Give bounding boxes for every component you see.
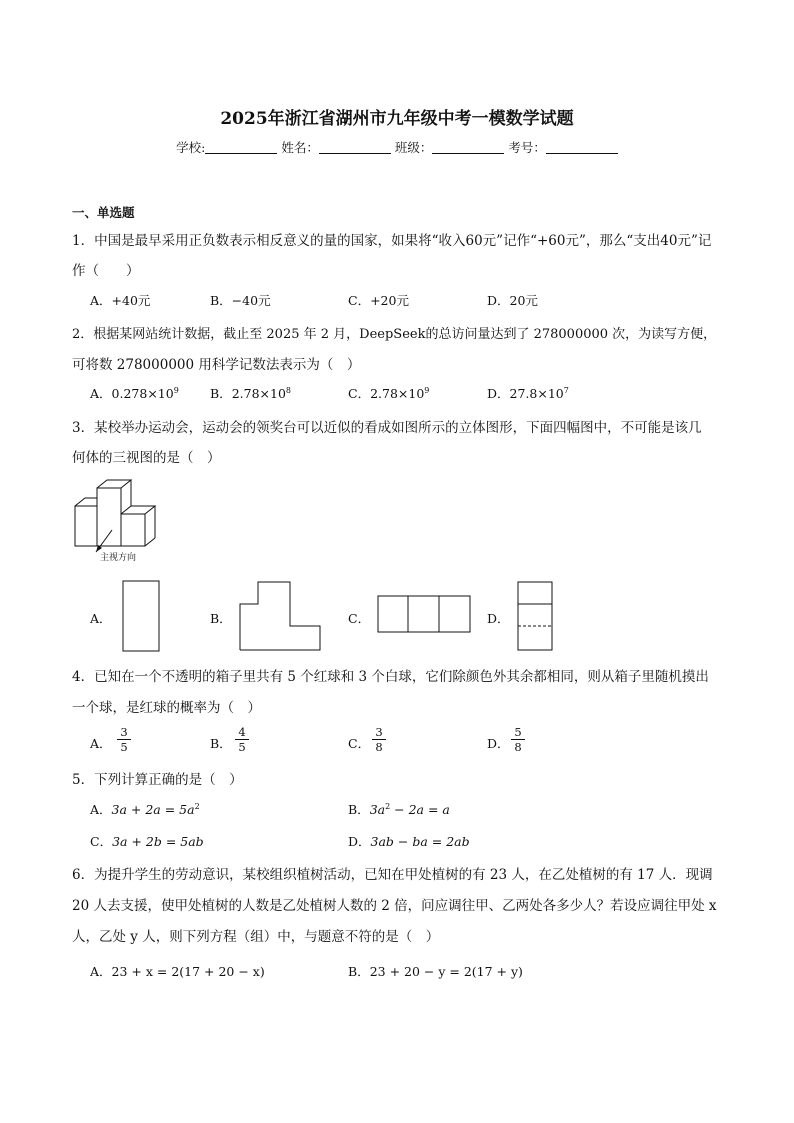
q4-option-a[interactable]: A． [90,736,112,751]
option-exponent: 7 [563,386,569,395]
option-exponent: 8 [285,386,291,395]
q3-option-d-figure [516,580,556,654]
numerator: 3 [117,725,131,740]
section-heading: 一、单选题 [72,205,135,220]
option-label: A． [90,964,112,979]
option-value: 0.278×10 [111,386,174,401]
q4-text-line1: 4．已知在一个不透明的箱子里共有 5 个红球和 3 个白球，它们除颜色外其余都相同，则从箱子里随机摸出 [72,669,709,685]
numerator: 3 [372,725,386,740]
option-expression: 23 + x = 2(17 + 20 − x) [111,964,265,979]
option-label: D． [487,386,510,401]
school-label: 学校: [176,140,206,155]
option-expression: 3a + 2b = 5ab [112,834,204,849]
name-label: 姓名： [281,140,319,155]
class-label: 班级： [394,140,433,155]
option-exponent: 2 [194,802,200,811]
q4-option-d-fraction [511,725,525,754]
option-expression-post: − 2a = a [390,802,450,817]
podium-3d-figure [72,478,172,568]
q3-text-line2: 何体的三视图的是（ ） [72,450,221,466]
page-title: 2025年浙江省湖州市九年级中考一模数学试题 [220,109,574,129]
q6-option-a[interactable] [90,962,265,980]
name-blank[interactable] [319,141,391,154]
number-label: 考号： [508,140,546,155]
option-label: B． [210,386,232,401]
q1-text-line1: 1．中国是最早采用正负数表示相反意义的量的国家，如果将“收入60元”记作“+60元”，那么“支出40元”记 [72,233,712,249]
denominator: 5 [238,740,246,754]
q6-text-line2: 20 人去支援，使甲处植树的人数是乙处植树人数的 2 倍，问应调往甲、乙两处各多少人？若设应调往甲处 x [72,898,717,914]
q2-option-c[interactable] [348,384,429,402]
option-exponent: 2 [385,802,391,811]
option-value: 27.8×10 [509,386,564,401]
option-exponent: 9 [424,386,430,395]
option-value: 2.78×10 [231,386,286,401]
numerator: 5 [511,725,525,740]
q3-text-line1: 3．某校举办运动会，运动会的领奖台可以近似的看成如图所示的立体图形，下面四幅图中，不可能是该几 [72,420,702,436]
q4-option-b[interactable]: B． [210,736,232,751]
option-expression: 3ab − ba = 2ab [370,834,470,849]
q5-text-line1: 5．下列计算正确的是（ ） [72,772,243,788]
q3-option-a[interactable]: A． [90,611,112,626]
option-label: D． [348,834,371,849]
q3-option-b-figure [238,580,324,654]
q2-text-line2: 可将数 278000000 用科学记数法表示为（ ） [72,357,361,373]
numerator: 4 [235,725,249,740]
q3-option-d[interactable]: D． [487,611,510,626]
class-blank[interactable] [432,141,504,154]
q4-option-d[interactable]: D． [487,736,510,751]
school-blank[interactable] [205,141,277,154]
option-value: 2.78×10 [370,386,425,401]
option-label: C． [348,386,371,401]
q2-option-a[interactable] [90,384,179,402]
q1-option-d[interactable]: D．20元 [487,293,538,308]
q2-text-line1: 2．根据某网站统计数据，截止至 2025 年 2 月，DeepSeek的总访问量达到了 278000000 次，为读写方便， [72,327,717,342]
denominator: 5 [120,740,128,754]
option-label: C． [90,834,113,849]
q6-option-b[interactable] [348,962,523,980]
denominator: 8 [375,740,383,754]
q5-option-a[interactable] [90,800,200,818]
option-exponent: 9 [173,386,179,395]
number-blank[interactable] [546,141,618,154]
q4-option-a-fraction [117,725,131,754]
q1-option-c[interactable]: C．+20元 [348,293,409,308]
q3-option-b[interactable]: B． [210,611,232,626]
option-expression: 3a + 2a = 5a [111,802,195,817]
figure-caption: 主视方向 [100,553,137,563]
q4-option-c[interactable]: C． [348,736,371,751]
q4-text-line2: 一个球，是红球的概率为（ ） [72,700,261,716]
option-expression-pre: 3a [369,802,386,817]
q6-text-line1: 6．为提升学生的劳动意识，某校组织植树活动，已知在甲处植树的有 23 人，在乙处植树的有 17 人．现调 [72,867,713,883]
q5-option-c[interactable] [90,832,204,850]
q2-option-d[interactable] [487,384,569,402]
option-label: B． [348,802,370,817]
denominator: 8 [514,740,522,754]
q6-text-line3: 人，乙处 y 人，则下列方程（组）中，与题意不符的是（ ） [72,929,440,945]
option-label: B． [348,964,370,979]
option-expression: 23 + 20 − y = 2(17 + y) [369,964,523,979]
q1-option-a[interactable]: A．+40元 [90,293,151,308]
q2-option-b[interactable] [210,384,291,402]
q5-option-d[interactable] [348,832,470,850]
q1-option-b[interactable]: B．−40元 [210,293,271,308]
q5-option-b[interactable] [348,800,450,818]
q4-option-c-fraction [372,725,386,754]
q3-option-a-figure [122,580,162,654]
student-info-line [0,138,794,156]
q3-option-c-figure [376,594,474,634]
q3-option-c[interactable]: C． [348,611,371,626]
option-label: A． [90,386,112,401]
q4-option-b-fraction [235,725,249,754]
q1-text-line2: 作（ ） [72,263,140,279]
option-label: A． [90,802,112,817]
